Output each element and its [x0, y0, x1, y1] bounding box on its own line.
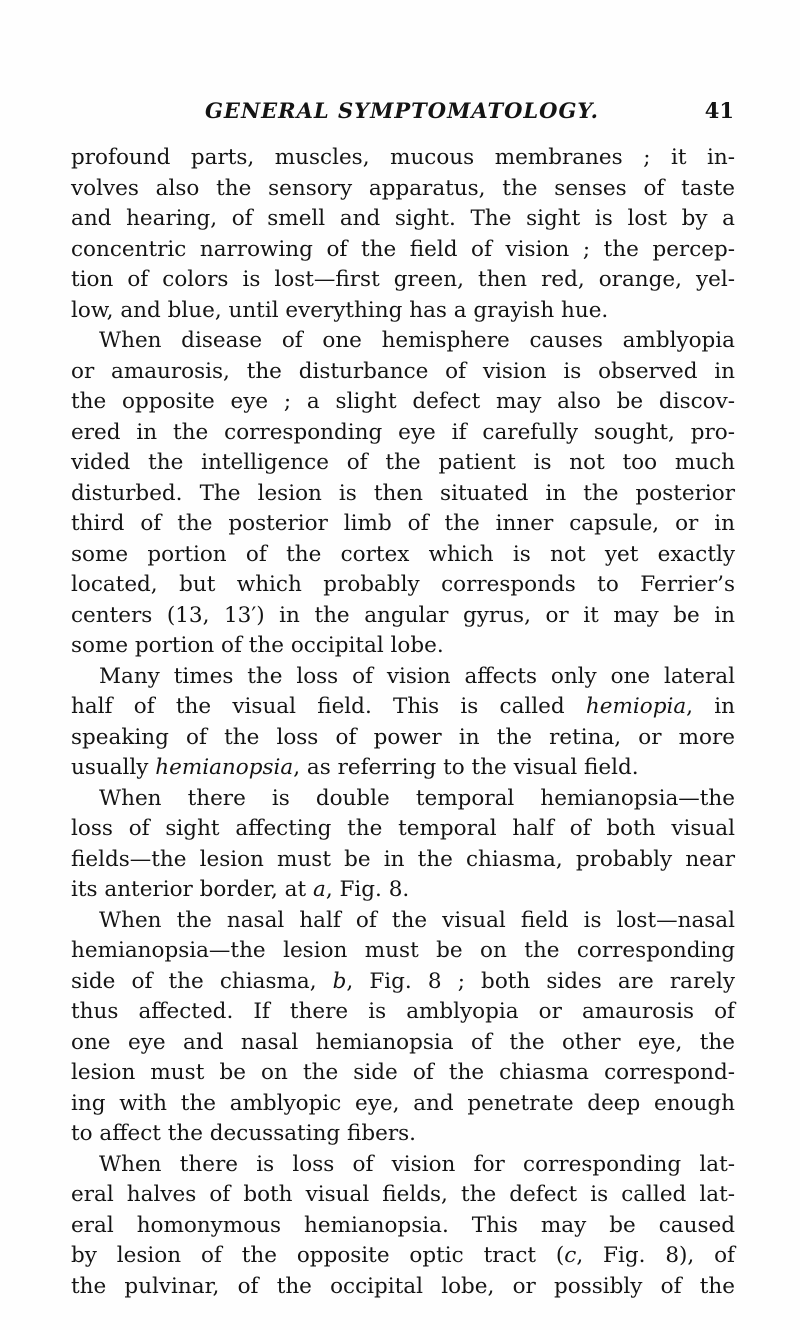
text-line: some portion of the occipital lobe. [71, 633, 444, 658]
text-line: loss of sight affecting the temporal half of both visual [71, 816, 735, 841]
text-line: its anterior border, at a, Fig. 8. [71, 877, 410, 902]
paragraph [71, 143, 735, 326]
text-line: When disease of one hemisphere causes amblyopia [99, 328, 735, 353]
page-number: 41 [704, 98, 734, 123]
text-line: the opposite eye ; a slight defect may also be discov- [71, 389, 735, 414]
italic-term: b [332, 968, 347, 994]
text-line: by lesion of the opposite optic tract (c, Fig. 8), of [71, 1243, 736, 1268]
text-line: When there is loss of vision for corresponding lat- [99, 1151, 735, 1177]
running-title: GENERAL SYMPTOMATOLOGY. [205, 98, 599, 123]
text-line: lesion must be on the side of the chiasma correspond- [71, 1060, 735, 1085]
paragraph [71, 784, 735, 906]
text-line: low, and blue, until everything has a grayish hue. [71, 297, 609, 323]
text-line: When there is double temporal hemianopsia—the [99, 785, 735, 811]
text-line: usually hemianopsia, as referring to the visual field. [71, 755, 639, 780]
text-line: speaking of the loss of power in the retina, or more [71, 724, 735, 750]
text-line: eral homonymous hemianopsia. This may be caused [71, 1212, 735, 1238]
italic-term: a [312, 877, 326, 902]
text-line: one eye and nasal hemianopsia of the other eye, the [71, 1029, 735, 1055]
text-line: ered in the corresponding eye if carefully sought, pro- [71, 419, 735, 445]
text-line: eral halves of both visual fields, the defect is called lat- [71, 1182, 735, 1207]
text-line: thus affected. If there is amblyopia or amaurosis of [71, 999, 735, 1024]
text-line: tion of colors is lost—first green, then red, orange, yel- [71, 267, 735, 292]
paragraph [71, 1150, 735, 1303]
text-line: When the nasal half of the visual field is lost—nasal [99, 907, 735, 933]
text-line: ing with the amblyopic eye, and penetrate deep enough [71, 1090, 735, 1116]
text-line: fields—the lesion must be in the chiasma, probably near [71, 846, 735, 872]
text-line: volves also the sensory apparatus, the senses of taste [71, 175, 735, 201]
paragraph [71, 662, 735, 784]
italic-term: hemianopsia [155, 755, 294, 780]
running-head [70, 94, 734, 128]
italic-term: c [564, 1243, 577, 1268]
text-line: side of the chiasma, b, Fig. 8 ; both sides are rarely [71, 968, 735, 994]
text-line: disturbed. The lesion is then situated in the posterior [71, 480, 735, 506]
italic-term: hemiopia [585, 694, 687, 719]
text-line: half of the visual field. This is called hemiopia, in [71, 694, 735, 719]
text-line: located, but which probably corresponds to Ferrier’s [71, 572, 735, 597]
text-line: concentric narrowing of the field of vision ; the percep- [71, 236, 735, 262]
text-line: and hearing, of smell and sight. The sight is lost by a [71, 206, 735, 231]
text-line: third of the posterior limb of the inner capsule, or in [71, 511, 735, 536]
text-line: or amaurosis, the disturbance of vision is observed in [71, 358, 735, 384]
text-line: centers (13, 13′) in the angular gyrus, or it may be in [71, 602, 735, 628]
text-line: the pulvinar, of the occipital lobe, or possibly of the [71, 1273, 735, 1299]
text-line: profound parts, muscles, mucous membranes ; it in- [71, 145, 735, 170]
paragraph [71, 906, 735, 1150]
text-line: to affect the decussating fibers. [71, 1121, 416, 1146]
text-line: vided the intelligence of the patient is not too much [71, 450, 735, 475]
text-line: some portion of the cortex which is not yet exactly [71, 541, 735, 567]
text-line: hemianopsia—the lesion must be on the corresponding [71, 938, 735, 963]
body-text [71, 143, 735, 1302]
text-line: Many times the loss of vision affects only one lateral [99, 663, 735, 689]
paragraph [71, 326, 735, 662]
